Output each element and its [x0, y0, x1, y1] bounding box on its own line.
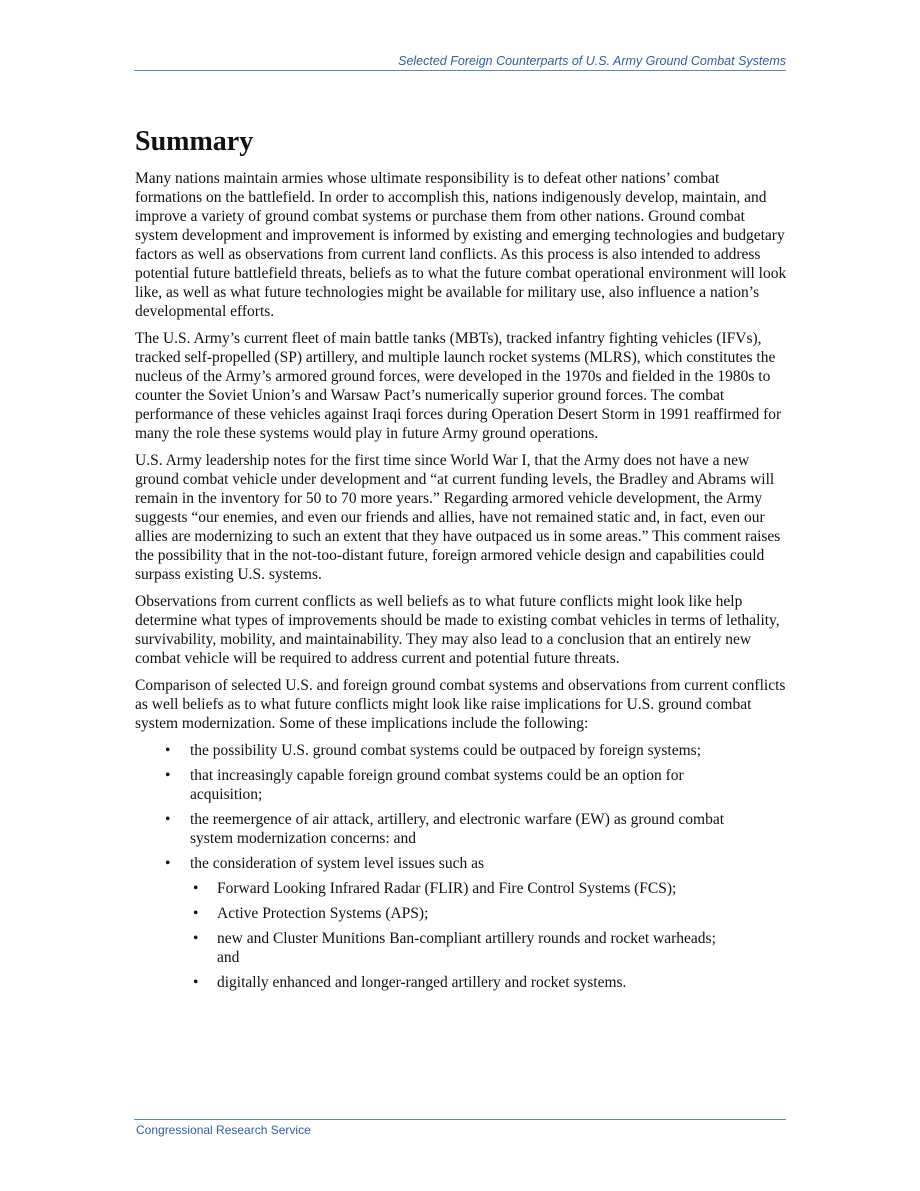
- list-item-text: the consideration of system level issues such as: [190, 855, 485, 872]
- page-content: [135, 125, 787, 998]
- paragraph: The U.S. Army’s current fleet of main battle tanks (MBTs), tracked infantry fighting vehicles (IFVs), tracked self-propelled (SP) artillery, and multiple launch rocket systems (MLRS), which constitutes the nucleus of the Army’s armored ground forces, were developed in the 1970s and fielded in the 1980s to counter the Soviet Union’s and Warsaw Pact’s numerically superior ground forces. The combat performance of these vehicles against Iraqi forces during Operation Desert Storm in 1991 reaffirmed for many the role these systems would play in future Army ground operations.: [135, 330, 782, 442]
- paragraph: Comparison of selected U.S. and foreign ground combat systems and observations from current conflicts as well beliefs as to what future conflicts might look like raise implications for U.S. ground combat system modernization. Some of these implications include the following:: [135, 677, 786, 732]
- paragraph: Many nations maintain armies whose ultimate responsibility is to defeat other nations’ combat formations on the battlefield. In order to accomplish this, nations indigenously develop, maintain, and improve a variety of ground combat systems or purchase them from other nations. Ground combat system development and improvement is informed by existing and emerging technologies and budgetary factors as well as observations from current land conflicts. As this process is also intended to address potential future battlefield threats, beliefs as to what the future combat operational environment will look like, as well as what future technologies might be available for military use, also influence a nation’s developmental efforts.: [135, 170, 787, 320]
- bullet-icon: •: [165, 767, 171, 784]
- list-item: [135, 766, 730, 804]
- sub-list-item-text: digitally enhanced and longer-ranged artillery and rocket systems.: [217, 974, 627, 991]
- list-item: [135, 810, 730, 848]
- footer-org: Congressional Research Service: [136, 1123, 311, 1137]
- sub-list-item: [190, 929, 717, 967]
- sub-list-item: [190, 973, 717, 992]
- paragraph: U.S. Army leadership notes for the first time since World War I, that the Army does not have a new ground combat vehicle under development and “at current funding levels, the Bradley and Abrams will remain in the inventory for 50 to 70 more years.” Regarding armored vehicle development, the Army suggests “our enemies, and even our friends and allies, have not remained static and, in fact, even our allies are modernizing to such an extent that they have outpaced us in some areas.” This comment raises the possibility that in the not-too-distant future, foreign armored vehicle design and capabilities could surpass existing U.S. systems.: [135, 452, 781, 583]
- bullet-icon: •: [165, 811, 171, 828]
- sub-list-item: [190, 904, 717, 923]
- list-item: [135, 741, 730, 760]
- running-header: Selected Foreign Counterparts of U.S. Army Ground Combat Systems: [134, 53, 786, 71]
- paragraph: Observations from current conflicts as well beliefs as to what future conflicts might look like help determine what types of improvements should be made to existing combat vehicles in terms of lethality, survivability, mobility, and maintainability. They may also lead to a conclusion that an entirely new combat vehicle will be required to address current and potential future threats.: [135, 593, 780, 667]
- sub-list-item-text: Active Protection Systems (APS);: [217, 905, 429, 922]
- bullet-icon: •: [165, 855, 171, 872]
- system-issues-list: [190, 879, 730, 992]
- sub-list-item-text: new and Cluster Munitions Ban-compliant artillery rounds and rocket warheads; and: [217, 930, 716, 966]
- sub-list-item-text: Forward Looking Infrared Radar (FLIR) and Fire Control Systems (FCS);: [217, 880, 677, 897]
- section-title: Summary: [135, 126, 254, 157]
- bullet-icon: •: [193, 905, 199, 922]
- list-item-text: the reemergence of air attack, artillery, and electronic warfare (EW) as ground combat system modernization concerns: and: [190, 811, 725, 847]
- bullet-icon: •: [193, 974, 199, 991]
- list-item-text: that increasingly capable foreign ground combat systems could be an option for acquisition;: [190, 767, 684, 803]
- list-item-text: the possibility U.S. ground combat systems could be outpaced by foreign systems;: [190, 742, 702, 759]
- bullet-icon: •: [193, 930, 199, 947]
- implications-list: [135, 741, 787, 992]
- sub-list-item: [190, 879, 717, 898]
- bullet-icon: •: [193, 880, 199, 897]
- footer-divider: [134, 1119, 786, 1120]
- bullet-icon: •: [165, 742, 171, 759]
- list-item: [135, 854, 730, 992]
